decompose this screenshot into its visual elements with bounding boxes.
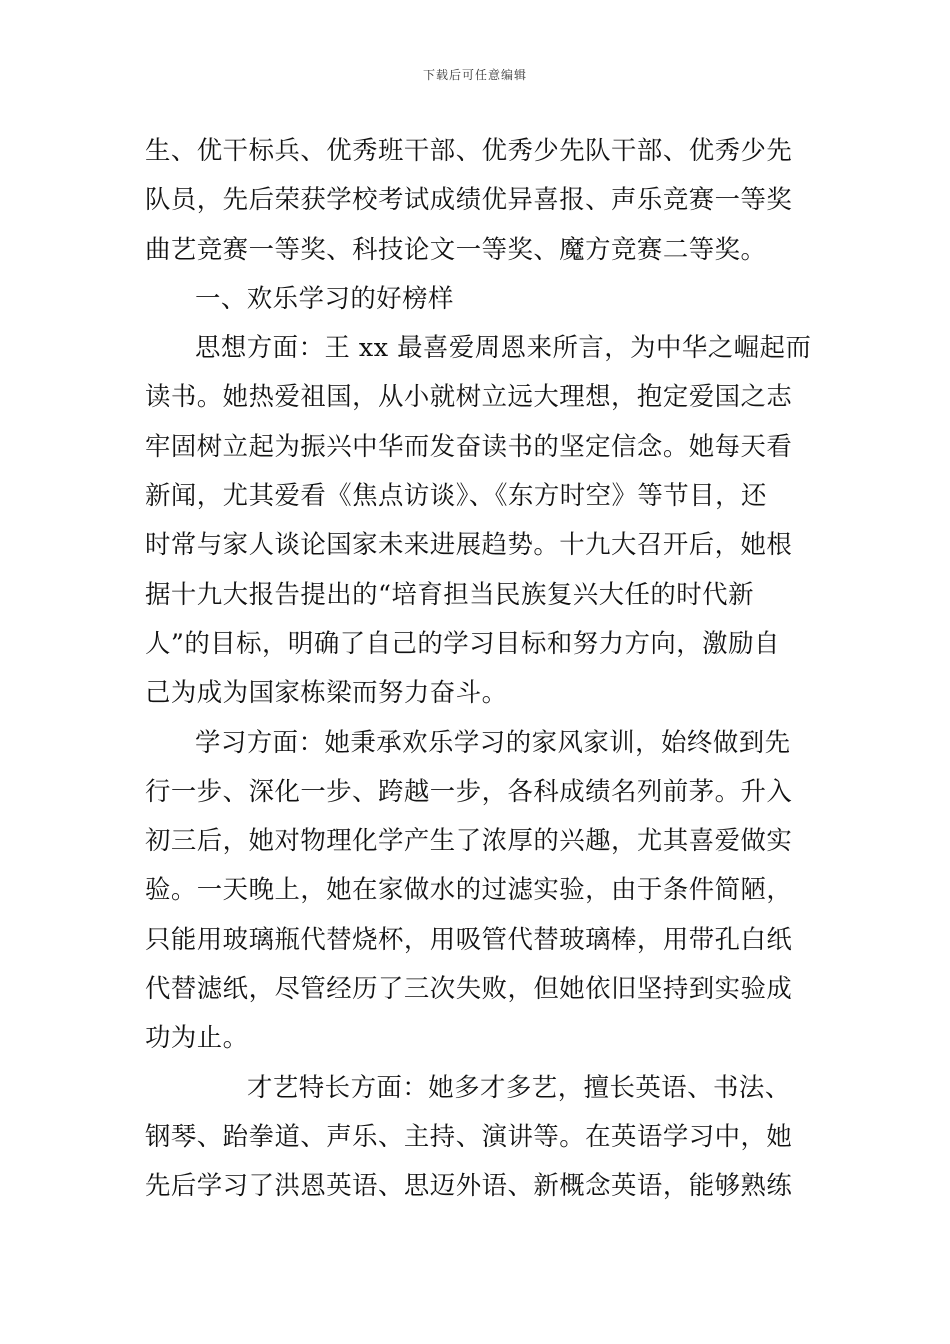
text-line: 功为止。 — [145, 1022, 249, 1053]
text-line: 钢琴、跆拳道、声乐、主持、演讲等。在英语学习中，她 — [145, 1120, 793, 1151]
text-line: 时常与家人谈论国家未来进展趋势。十九大召开后，她根 — [145, 529, 793, 560]
text-line: 思想方面：王 xx 最喜爱周恩来所言，为中华之崛起而 — [195, 332, 812, 363]
text-line: 初三后，她对物理化学产生了浓厚的兴趣，尤其喜爱做实 — [145, 825, 793, 856]
text-line: 先后学习了洪恩英语、思迈外语、新概念英语，能够熟练 — [145, 1170, 793, 1201]
text-line: 读书。她热爱祖国，从小就树立远大理想，抱定爱国之志 — [145, 381, 793, 412]
text-line: 行一步、深化一步、跨越一步，各科成绩名列前茅。升入 — [145, 775, 793, 806]
text-line: 曲艺竞赛一等奖、科技论文一等奖、魔方竞赛二等奖。 — [145, 233, 767, 264]
text-line: 代替滤纸，尽管经历了三次失败，但她依旧坚持到实验成 — [145, 973, 793, 1004]
text-line: 队员，先后荣获学校考试成绩优异喜报、声乐竞赛一等奖 — [145, 184, 793, 215]
text-line: 新闻，尤其爱看《焦点访谈》、《东方时空》等节目，还 — [145, 480, 767, 511]
text-line: 据十九大报告提出的“培育担当民族复兴大任的时代新 — [145, 578, 754, 609]
section-heading: 一、欢乐学习的好榜样 — [195, 282, 454, 313]
text-line: 学习方面：她秉承欢乐学习的家风家训，始终做到先 — [195, 726, 791, 757]
text-line: 才艺特长方面：她多才多艺，擅长英语、书法、 — [247, 1071, 791, 1102]
text-line: 己为成为国家栋梁而努力奋斗。 — [145, 677, 508, 708]
text-line: 生、优干标兵、优秀班干部、优秀少先队干部、优秀少先 — [145, 135, 793, 165]
document-body — [145, 126, 815, 1211]
text-line: 验。一天晚上，她在家做水的过滤实验，由于条件简陋， — [145, 874, 793, 905]
text-line: 只能用玻璃瓶代替烧杯，用吸管代替玻璃棒，用带孔白纸 — [145, 923, 793, 954]
page-header-note: 下载后可任意编辑 — [422, 68, 527, 82]
text-line: 牢固树立起为振兴中华而发奋读书的坚定信念。她每天看 — [145, 430, 793, 461]
text-line: 人”的目标，明确了自己的学习目标和努力方向，激励自 — [145, 627, 780, 658]
